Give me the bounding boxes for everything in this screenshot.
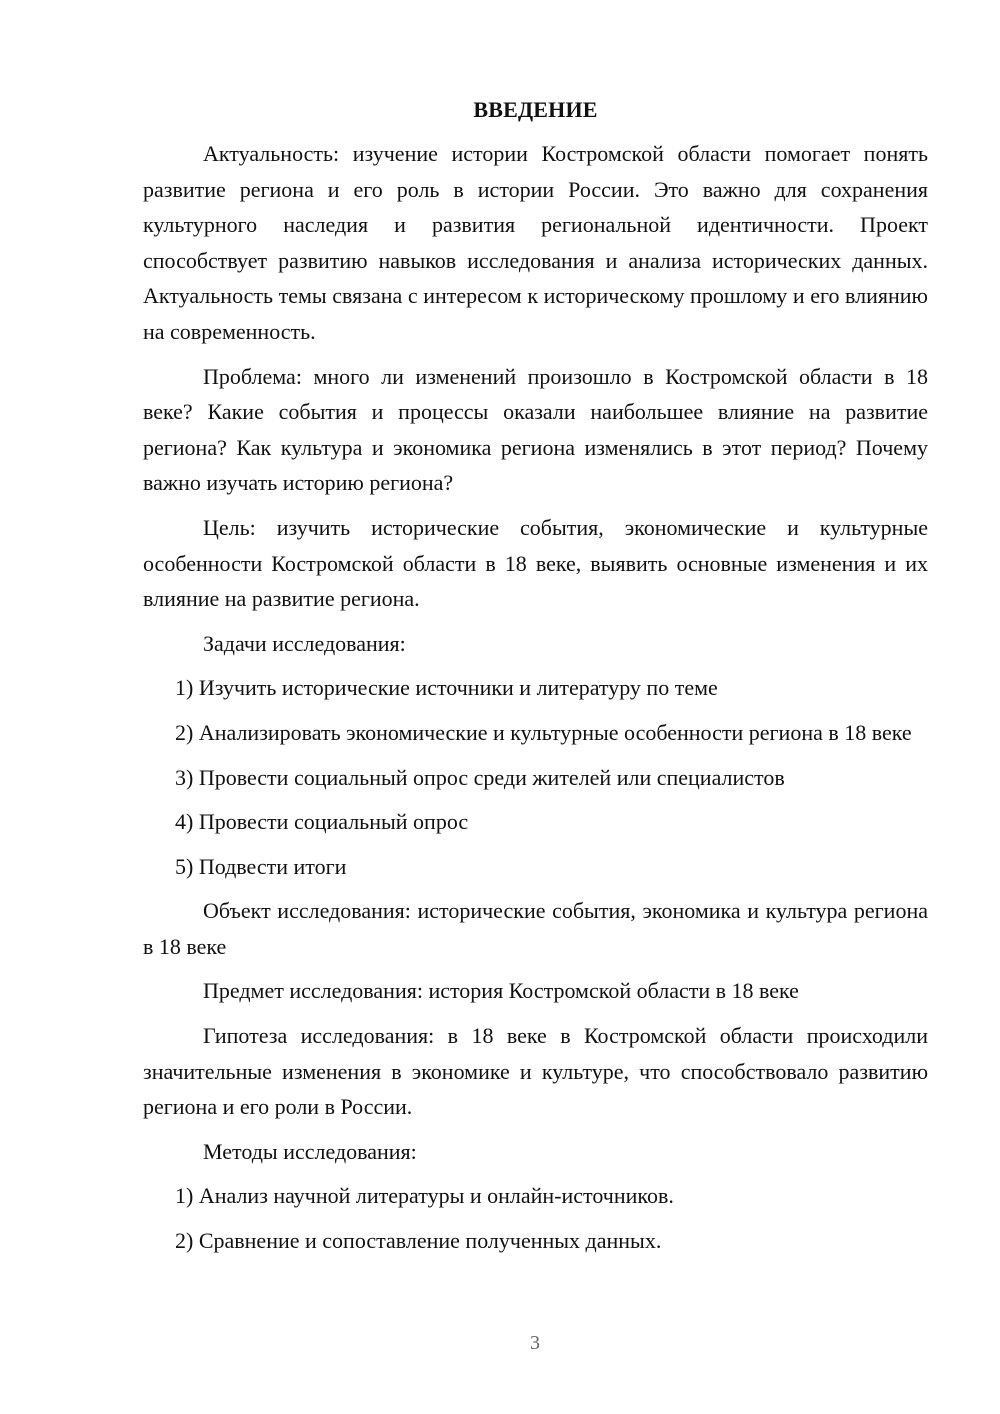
tasks-heading: Задачи исследования: xyxy=(203,630,406,656)
goal-paragraph: Цель: изучить исторические события, экономические и культурные особенности Костромской области в 18 веке, выявить основные изменения и их влияние на развитие региона. xyxy=(143,514,928,612)
subject-paragraph: Предмет исследования: история Костромской области в 18 веке xyxy=(203,978,799,1004)
method-item-1: 1) Анализ научной литературы и онлайн-источников. xyxy=(175,1183,674,1209)
task-item-2: 2) Анализировать экономические и культурные особенности региона в 18 веке xyxy=(175,719,912,745)
page-number: 3 xyxy=(530,1332,540,1354)
page-content xyxy=(143,96,928,1268)
task-item-5: 5) Подвести итоги xyxy=(175,853,347,879)
hypothesis-paragraph: Гипотеза исследования: в 18 веке в Костромской области происходили значительные изменения в экономике и культуре, что способствовало развитию региона и его роли в России. xyxy=(143,1023,928,1120)
task-item-4: 4) Провести социальный опрос xyxy=(175,809,469,835)
method-item-2: 2) Сравнение и сопоставление полученных данных. xyxy=(175,1228,662,1254)
section-title: ВВЕДЕНИЕ xyxy=(473,97,598,122)
task-item-3: 3) Провести социальный опрос среди жителей или специалистов xyxy=(175,764,785,790)
task-item-1: 1) Изучить исторические источники и литературу по теме xyxy=(175,675,718,701)
methods-heading: Методы исследования: xyxy=(203,1138,417,1164)
relevance-paragraph: Актуальность: изучение истории Костромской области помогает понять развитие региона и его роль в истории России. Это важно для сохранения культурного наследия и развития региональной идентичности. Проект способствует развитию навыков исследования и анализа исторических данных. Актуальность темы связана с интересом к историческому прошлому и его влиянию на современность. xyxy=(143,141,928,344)
problem-paragraph: Проблема: много ли изменений произошло в Костромской области в 18 веке? Какие события и процессы оказали наибольшее влияние на развитие региона? Как культура и экономика региона изменялись в этот период? Почему важно изучать историю региона? xyxy=(143,363,928,496)
object-paragraph: Объект исследования: исторические события, экономика и культура региона в 18 веке xyxy=(143,898,928,959)
